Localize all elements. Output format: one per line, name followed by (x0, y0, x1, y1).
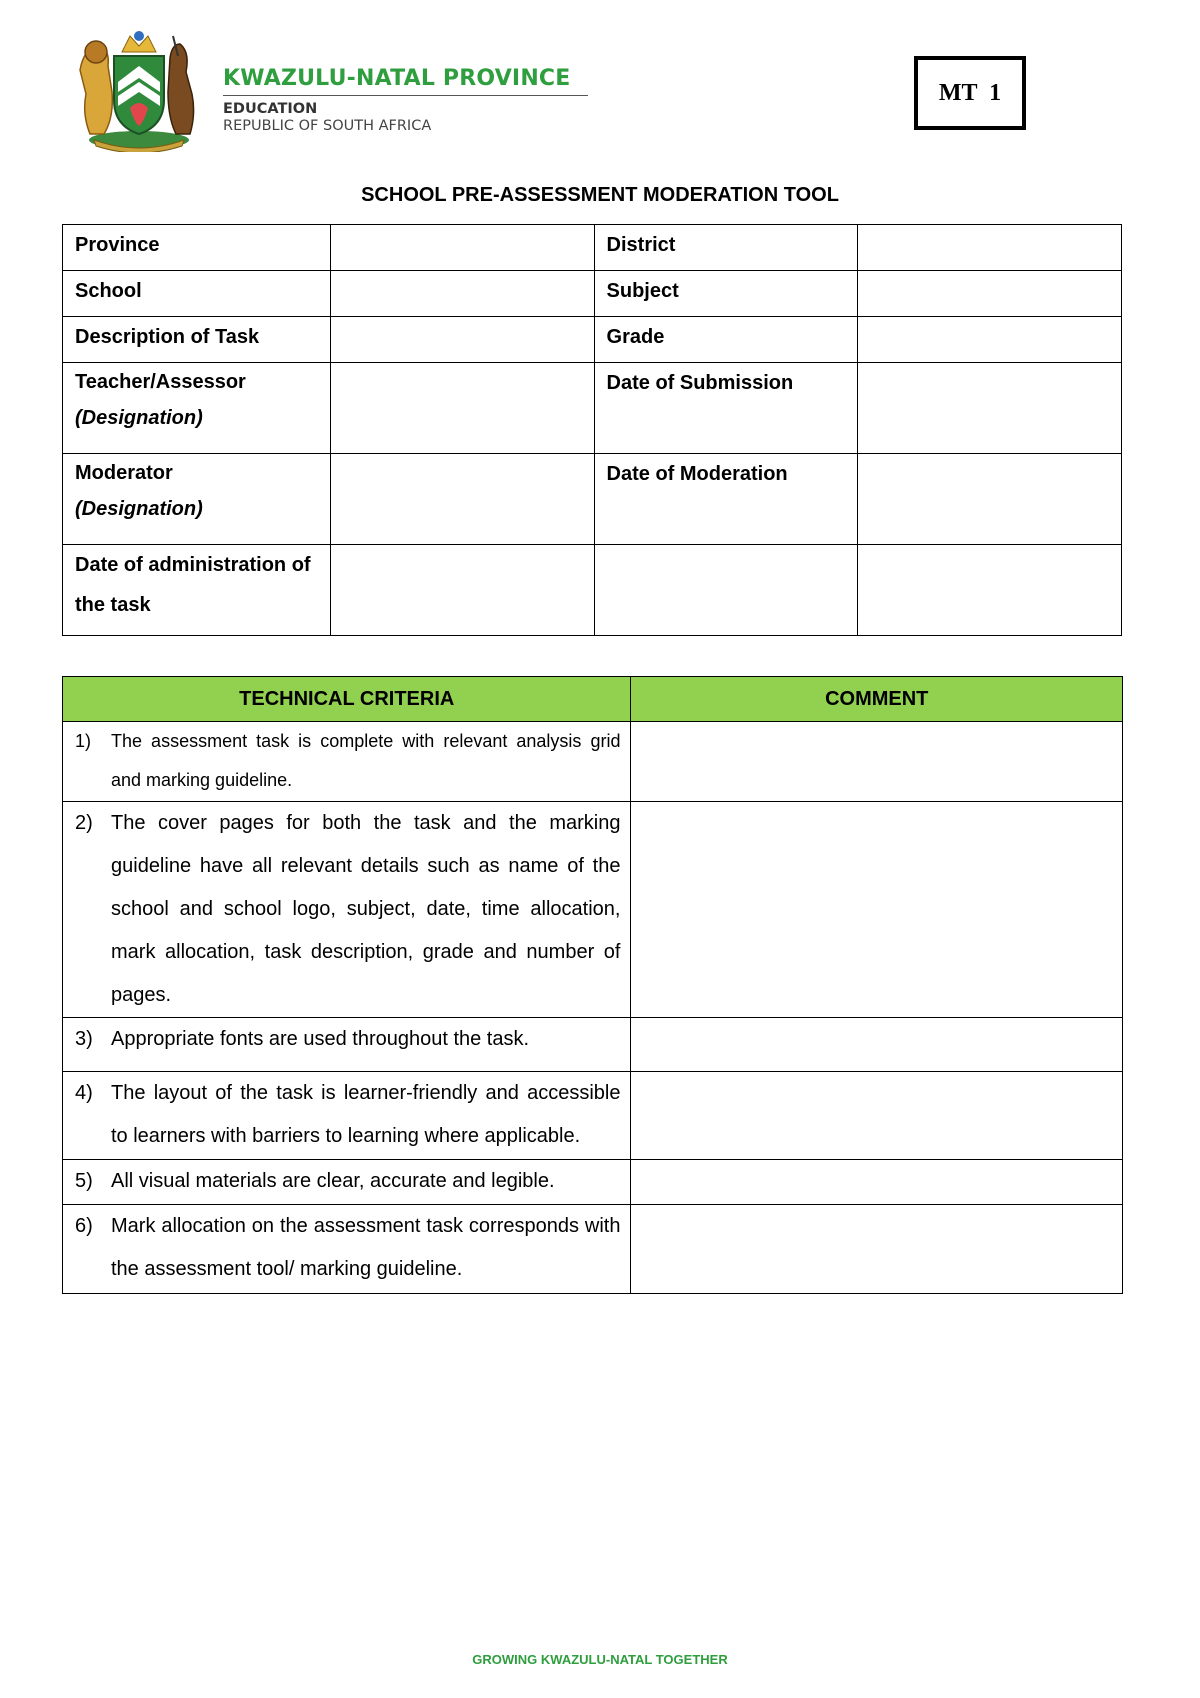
teacher-value-cell[interactable] (330, 363, 594, 454)
district-value-cell[interactable] (858, 225, 1122, 271)
criteria-item: 4) The layout of the task is learner-friendly and accessible to learners with barriers to learning where applicable. (63, 1072, 631, 1160)
subject-label: Subject (594, 271, 858, 317)
teacher-designation-label: (Designation) (75, 407, 203, 429)
province-value-cell[interactable] (330, 225, 594, 271)
coat-of-arms-logo (72, 22, 207, 152)
brand-block (223, 66, 588, 134)
date-admin-value-cell[interactable] (330, 545, 594, 636)
criteria-item: 3) Appropriate fonts are used throughout the task. (63, 1018, 631, 1072)
form-code-box (914, 56, 1026, 130)
criteria-item: 5) All visual materials are clear, accurate and legible. (63, 1160, 631, 1205)
footer-slogan: GROWING KWAZULU-NATAL TOGETHER (472, 1652, 728, 1667)
date-submission-label: Date of Submission (594, 363, 858, 454)
date-submission-value-cell[interactable] (858, 363, 1122, 454)
moderator-designation-label: (Designation) (75, 498, 203, 520)
teacher-label: Teacher/Assessor (75, 371, 246, 393)
grade-label: Grade (594, 317, 858, 363)
department-name: EDUCATION (223, 101, 318, 117)
criteria-header: TECHNICAL CRITERIA (63, 677, 631, 722)
subject-value-cell[interactable] (858, 271, 1122, 317)
date-moderation-label: Date of Moderation (594, 454, 858, 545)
comment-cell[interactable] (631, 1205, 1123, 1294)
moderator-label-cell (63, 454, 331, 545)
date-admin-extra-cell-2[interactable] (858, 545, 1122, 636)
school-value-cell[interactable] (330, 271, 594, 317)
comment-cell[interactable] (631, 1018, 1123, 1072)
school-label: School (63, 271, 331, 317)
criteria-item: 1) The assessment task is complete with relevant analysis grid and marking guideline. (63, 722, 631, 802)
criteria-item: 2) The cover pages for both the task and the marking guideline have all relevant details such as name of the school and school logo, subject, date, time allocation, mark allocation, task description, grade and number of pages. (63, 802, 631, 1018)
document-title: SCHOOL PRE-ASSESSMENT MODERATION TOOL (361, 184, 839, 206)
technical-criteria-table (62, 676, 1123, 1294)
date-moderation-value-cell[interactable] (858, 454, 1122, 545)
province-label: Province (63, 225, 331, 271)
date-admin-extra-cell-1[interactable] (594, 545, 858, 636)
moderator-value-cell[interactable] (330, 454, 594, 545)
school-info-table (62, 224, 1122, 636)
description-label: Description of Task (63, 317, 331, 363)
moderator-label: Moderator (75, 462, 173, 484)
comment-cell[interactable] (631, 802, 1123, 1018)
comment-header: COMMENT (631, 677, 1123, 722)
comment-cell[interactable] (631, 1160, 1123, 1205)
district-label: District (594, 225, 858, 271)
country-name: REPUBLIC OF SOUTH AFRICA (223, 118, 432, 134)
description-value-cell[interactable] (330, 317, 594, 363)
teacher-label-cell (63, 363, 331, 454)
date-admin-label: Date of administration of the task (63, 545, 331, 636)
grade-value-cell[interactable] (858, 317, 1122, 363)
comment-cell[interactable] (631, 722, 1123, 802)
province-name: KWAZULU-NATAL PROVINCE (223, 66, 588, 96)
criteria-item: 6) Mark allocation on the assessment task corresponds with the assessment tool/ marking guideline. (63, 1205, 631, 1294)
comment-cell[interactable] (631, 1072, 1123, 1160)
form-code: MT 1 (938, 79, 1002, 106)
